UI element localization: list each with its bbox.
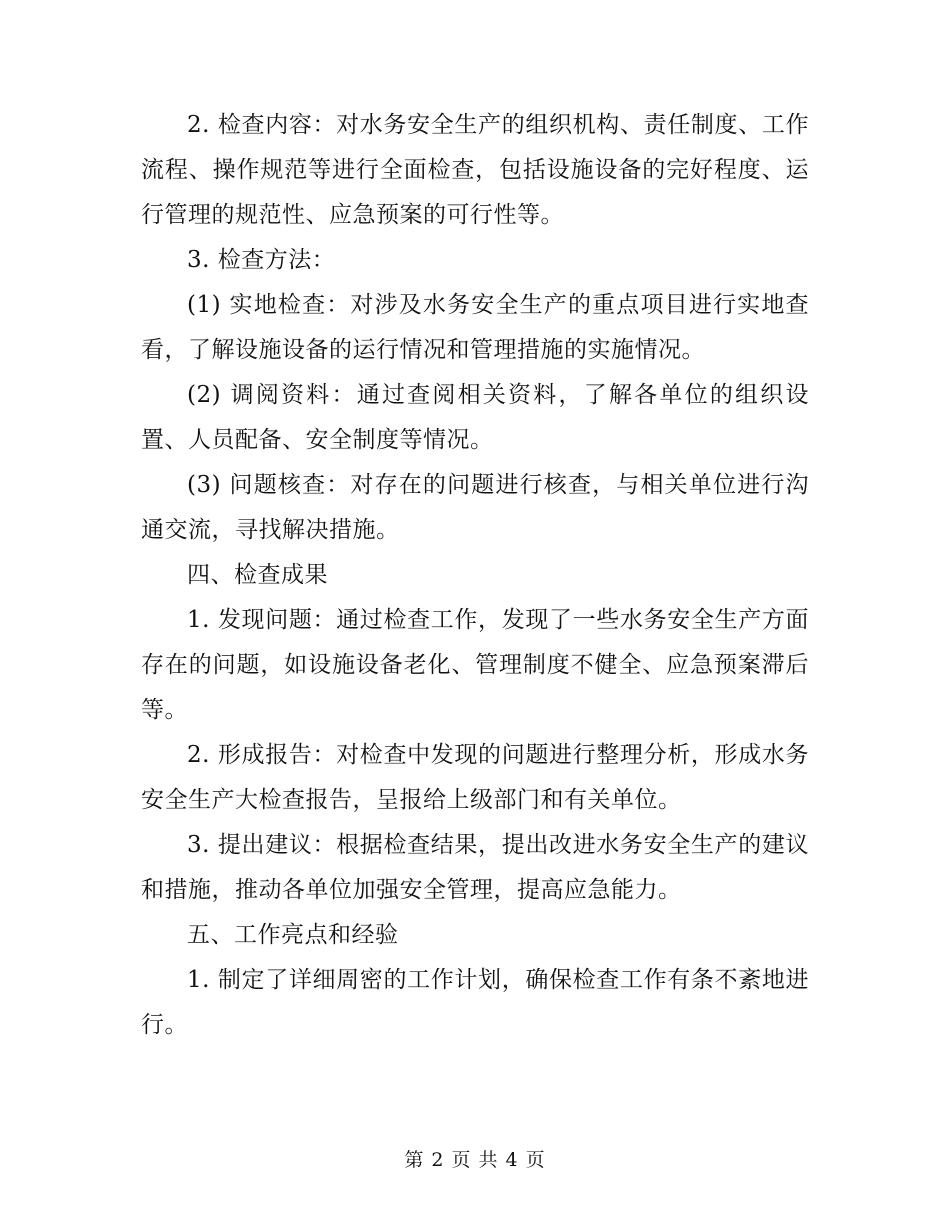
paragraph-method-onsite: (1) 实地检查：对涉及水务安全生产的重点项目进行实地查看，了解设施设备的运行情况和管理措施的实施情况。 <box>141 292 809 363</box>
paragraph-result-suggestions: 3. 提出建议：根据检查结果，提出改进水务安全生产的建议和措施，推动各单位加强安全管理，提高应急能力。 <box>141 832 809 903</box>
page-number-footer: 第 2 页 共 4 页 <box>404 1149 546 1171</box>
paragraph-result-problems: 1. 发现问题：通过检查工作，发现了一些水务安全生产方面存在的问题，如设施设备老化、管理制度不健全、应急预案滞后等。 <box>141 607 809 723</box>
paragraph-highlight-plan: 1. 制定了详细周密的工作计划，确保检查工作有条不紊地进行。 <box>141 967 809 1038</box>
paragraph-inspection-content: 2. 检查内容：对水务安全生产的组织机构、责任制度、工作流程、操作规范等进行全面检查，包括设施设备的完好程度、运行管理的规范性、应急预案的可行性等。 <box>141 112 809 228</box>
paragraph-result-report: 2. 形成报告：对检查中发现的问题进行整理分析，形成水务安全生产大检查报告，呈报给上级部门和有关单位。 <box>141 742 809 813</box>
paragraph-inspection-method: 3. 检查方法： <box>187 247 336 273</box>
document-body <box>141 103 809 1048</box>
paragraph-method-records: (2) 调阅资料：通过查阅相关资料，了解各单位的组织设置、人员配备、安全制度等情况。 <box>141 382 809 453</box>
heading-inspection-results: 四、检查成果 <box>187 562 328 588</box>
heading-highlights-experience: 五、工作亮点和经验 <box>187 922 399 948</box>
paragraph-method-verification: (3) 问题核查：对存在的问题进行核查，与相关单位进行沟通交流，寻找解决措施。 <box>141 472 809 543</box>
